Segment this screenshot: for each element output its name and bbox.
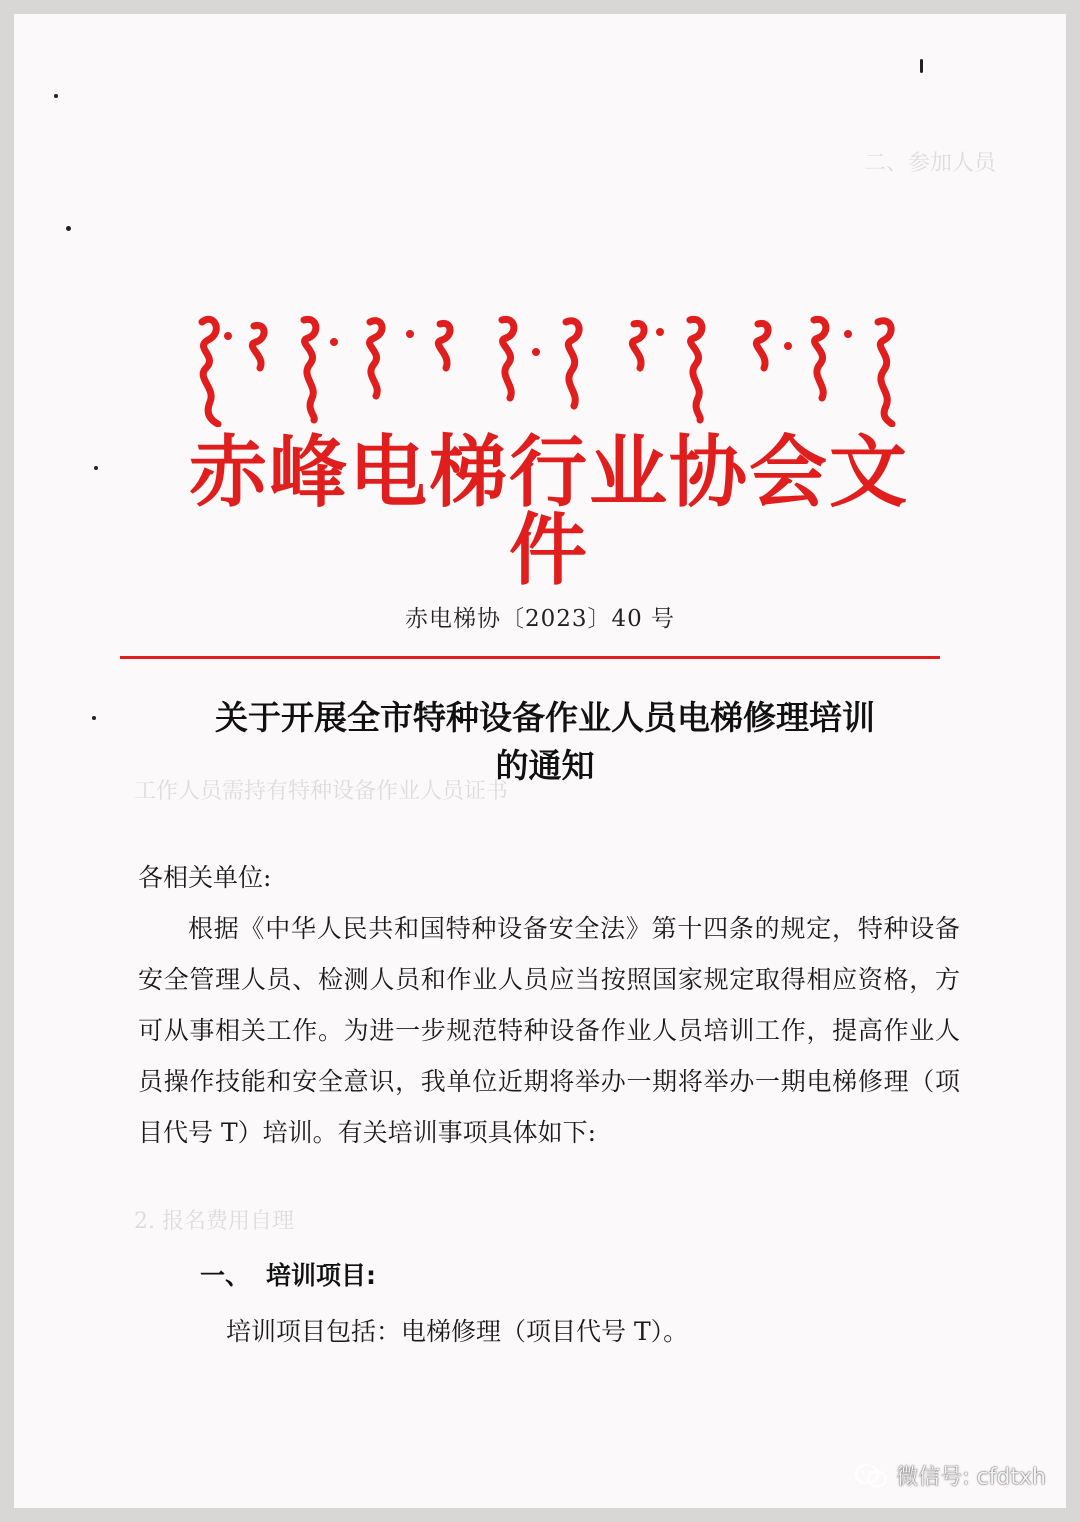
scan-speck	[92, 716, 96, 720]
notice-body	[138, 852, 960, 1158]
scan-speck	[66, 226, 71, 231]
scan-speck	[94, 466, 98, 470]
section-number: 一、	[200, 1261, 251, 1290]
wechat-icon	[854, 1463, 888, 1489]
section-heading-text: 培训项目:	[266, 1261, 377, 1290]
bleed-through: 二、参加人员	[864, 151, 997, 176]
document-number: 赤电梯协〔2023〕40 号	[404, 606, 676, 632]
mongolian-script-graphic	[184, 312, 924, 427]
bleed-through: 工作人员需持有特种设备作业人员证书	[134, 779, 509, 804]
section-content: 培训项目包括：电梯修理（项目代号 T）。	[226, 1317, 689, 1346]
watermark-text: 微信号: cfdtxh	[896, 1465, 1046, 1490]
body-paragraph: 根据《中华人民共和国特种设备安全法》第十四条的规定，特种设备安全管理人员、检测人员和作业人员应当按照国家规定取得相应资格，方可从事相关工作。为进一步规范特种设备作业人员培训工作，提高作业人员操作技能和安全意识，我单位近期将举办一期将举办一期电梯修理（项目代号 T）培训。有关培训事项具体如下:	[138, 914, 960, 1147]
red-divider	[120, 656, 940, 659]
section-heading	[200, 1256, 376, 1292]
scan-speck	[920, 59, 923, 73]
wechat-watermark	[854, 1460, 1046, 1491]
notice-title	[130, 694, 960, 790]
mongolian-masthead	[184, 312, 924, 427]
scan-speck	[54, 94, 58, 98]
notice-title-line2: 的通知	[495, 746, 595, 785]
masthead-title: 赤峰电梯行业协会文件	[188, 428, 909, 596]
notice-title-line1: 关于开展全市特种设备作业人员电梯修理培训	[215, 698, 875, 737]
bleed-through: 2. 报名费用自理	[134, 1209, 294, 1234]
salutation: 各相关单位:	[138, 863, 272, 892]
